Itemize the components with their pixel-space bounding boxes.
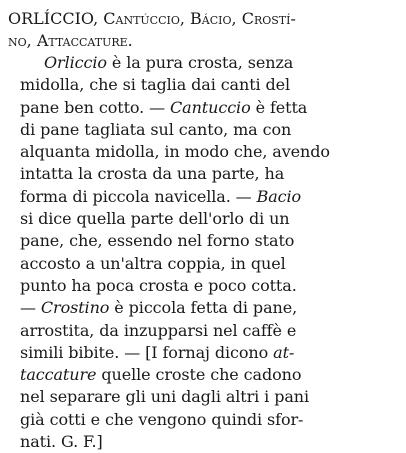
entry-text: midolla, che si taglia dai canti del <box>20 75 291 95</box>
entry-text-line <box>20 342 400 364</box>
entry-heading-line-1 <box>8 8 400 30</box>
entry-text-line <box>20 97 400 119</box>
entry-text-line <box>20 163 400 185</box>
entry-text: forma di piccola navicella. — <box>20 186 257 206</box>
entry-text-line <box>20 52 400 74</box>
entry-text: arrostita, da inzupparsi nel caffè e <box>20 320 297 340</box>
entry-term: Crostino <box>40 298 110 318</box>
entry-text-line <box>20 253 400 275</box>
entry-text: quelle croste che cadono <box>96 365 302 385</box>
entry-text-line <box>20 320 400 342</box>
entry-text: è fetta <box>250 97 308 117</box>
entry-term: Orliccio <box>44 53 107 72</box>
entry-text: nel separare gli uni dagli altri i pani <box>20 387 309 407</box>
entry-text-line <box>20 74 400 96</box>
entry-text: pane ben cotto. — <box>20 97 171 117</box>
entry-text-line <box>20 297 400 319</box>
entry-text-line <box>20 141 400 163</box>
entry-term: Bacio <box>256 186 302 206</box>
entry-text: è piccola fetta di pane, <box>109 298 298 318</box>
entry-text-line <box>20 275 400 297</box>
entry-text: accosto a un'altra coppia, in quel <box>20 253 286 273</box>
entry-text: intatta la crosta da una parte, ha <box>20 164 285 184</box>
entry-body <box>20 52 400 453</box>
entry-text-line <box>20 364 400 386</box>
entry-text-line <box>20 208 400 230</box>
entry-text: pane, che, essendo nel forno stato <box>20 231 295 251</box>
entry-text: nati. G. F.] <box>20 432 103 452</box>
entry-text: simili bibite. — [I fornaj dicono <box>20 342 274 362</box>
entry-text: già cotti e che vengono quindi sfor- <box>20 409 304 429</box>
entry-text: punto ha poca crosta e poco cotta. <box>20 275 297 295</box>
entry-term: at- <box>273 342 295 362</box>
entry-heading <box>8 8 400 52</box>
entry-text-line <box>20 186 400 208</box>
entry-term: taccature <box>20 365 97 385</box>
entry-heading-synonyms: Cantúccio, Bácio, Crostí- <box>103 9 296 28</box>
entry-text: è la pura crosta, senza <box>106 53 294 72</box>
entry-heading-headword: ORLÍCCIO, <box>8 9 104 28</box>
entry-text-line <box>20 230 400 252</box>
entry-heading-line-2: no, Attaccature. <box>8 31 133 50</box>
entry-term: Cantuccio <box>170 97 251 117</box>
entry-text: di pane tagliata sul canto, ma con <box>20 119 292 139</box>
entry-text: alquanta midolla, in modo che, avendo <box>20 142 330 162</box>
entry-text: si dice quella parte dell'orlo di un <box>20 209 290 229</box>
entry-text: — <box>20 298 41 318</box>
entry-text-line <box>20 431 400 453</box>
entry-text-line <box>20 386 400 408</box>
entry-text-line <box>20 119 400 141</box>
